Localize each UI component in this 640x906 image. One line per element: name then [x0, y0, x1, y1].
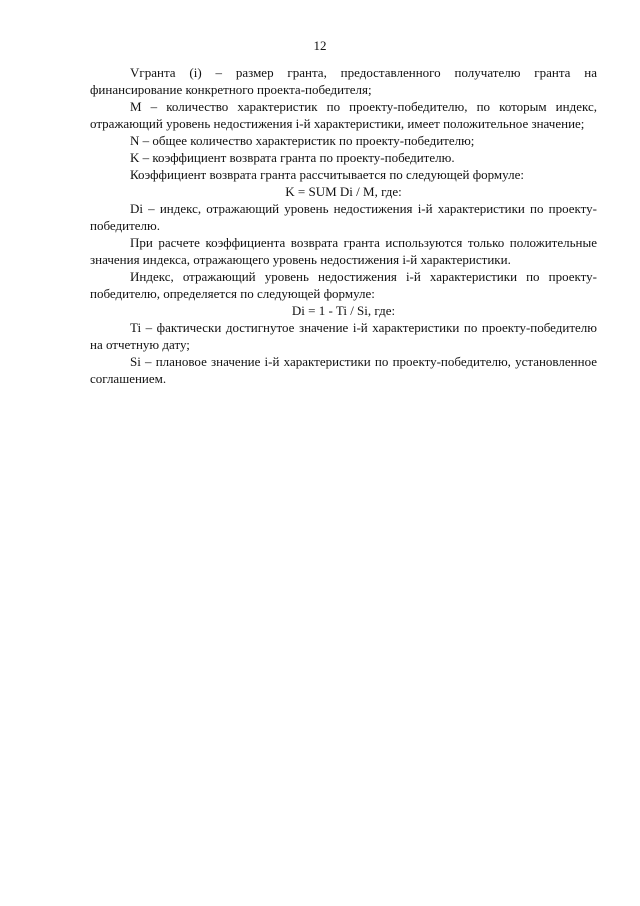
document-body — [90, 64, 597, 387]
paragraph-vgranta: Vгранта (i) – размер гранта, предоставленного получателю гранта на финансирование конкретного проекта-победителя; — [90, 65, 597, 97]
paragraph-n-definition: N – общее количество характеристик по проекту-победителю; — [130, 133, 475, 148]
paragraph-si-definition: Si – плановое значение i-й характеристики по проекту-победителю, установленное соглашением. — [90, 354, 597, 386]
page-number: 12 — [313, 38, 327, 53]
paragraph-k-definition: K – коэффициент возврата гранта по проекту-победителю. — [130, 150, 455, 165]
formula-di: Di = 1 - Ti / Si, где: — [291, 303, 396, 318]
paragraph-m-definition: M – количество характеристик по проекту-победителю, по которым индекс, отражающий уровень недостижения i-й характеристики, имеет положительное значение; — [90, 99, 597, 131]
paragraph-k-formula-intro: Коэффициент возврата гранта рассчитывается по следующей формуле: — [130, 167, 524, 182]
paragraph-di-definition: Di – индекс, отражающий уровень недостижения i-й характеристики по проекту-победителю. — [90, 201, 597, 233]
paragraph-di-formula-intro: Индекс, отражающий уровень недостижения i-й характеристики по проекту-победителю, определяется по следующей формуле: — [90, 269, 597, 301]
formula-k: K = SUM Di / M, где: — [285, 184, 402, 199]
paragraph-ti-definition: Ti – фактически достигнутое значение i-й характеристики по проекту-победителю на отчетную дату; — [90, 320, 597, 352]
paragraph-positive-values: При расчете коэффициента возврата гранта используются только положительные значения индекса, отражающего уровень недостижения i-й характеристики. — [90, 235, 597, 267]
